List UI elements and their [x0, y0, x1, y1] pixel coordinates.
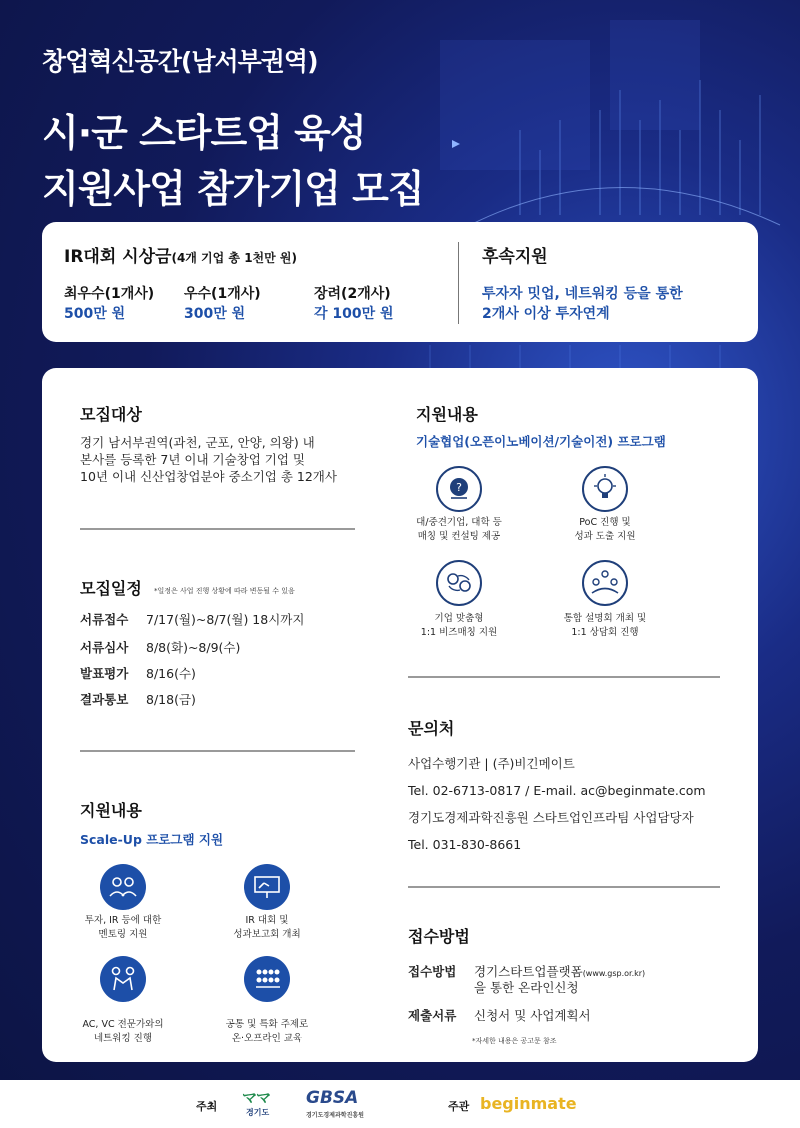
support-right-caption	[530, 516, 680, 544]
lightbulb-icon	[582, 466, 628, 512]
award-encouragement	[314, 284, 394, 324]
caption-line: 성과 도출 지원	[574, 531, 636, 542]
award-amount: 300만 원	[184, 306, 246, 322]
follow-up-heading: 후속지원	[482, 247, 548, 267]
schedule-row	[80, 664, 196, 682]
caption-line: IR 대회 및	[245, 915, 289, 926]
schedule-note: *일정은 사업 진행 상황에 따라 변동될 수 있음	[154, 587, 295, 595]
header-subtitle: 창업혁신공간(남서부권역)	[42, 47, 318, 76]
apply-docs-row	[408, 1006, 591, 1024]
scaleup-program-label: Scale-Up 프로그램 지원	[80, 832, 224, 847]
gbsa-logo: GBSA	[306, 1088, 359, 1108]
award-excellence	[184, 284, 261, 324]
support-left-caption	[48, 914, 198, 942]
schedule-row	[80, 690, 196, 708]
follow-up-text	[482, 284, 683, 324]
award-grand	[64, 284, 154, 324]
caption-line: 온·오프라인 교육	[231, 1033, 303, 1044]
caption-line: PoC 진행 및	[579, 517, 631, 528]
contact-line: 경기도경제과학진흥원 스타트업인프라팀 사업담당자	[408, 810, 694, 825]
divider	[80, 528, 355, 530]
prize-title: IR대회 시상금	[64, 247, 172, 267]
target-line: 10년 이내 신산업창업분야 중소기업 총 12개사	[80, 469, 337, 484]
apply-method-label: 접수방법	[408, 964, 457, 979]
divider	[408, 886, 720, 888]
platform-url-link[interactable]: (www.gsp.or.kr)	[582, 969, 646, 978]
schedule-value: 8/16(수)	[146, 666, 196, 681]
support-left-heading: 지원내용	[80, 801, 142, 820]
header-title-line2: 지원사업 참가기업 모집	[42, 167, 424, 211]
footer	[0, 1080, 800, 1128]
organizer-label: 주관	[448, 1100, 470, 1113]
matching-icon	[436, 560, 482, 606]
caption-line: 성과보고회 개최	[233, 929, 301, 940]
tech-program-label: 기술협업(오픈이노베이션/기술이전) 프로그램	[416, 434, 666, 449]
apply-heading: 접수방법	[408, 927, 470, 946]
caption-line: 1:1 비즈매칭 지원	[420, 627, 498, 638]
header-title-line1: 시·군 스타트업 육성	[42, 111, 366, 155]
caption-line: 투자, IR 등에 대한	[84, 915, 162, 926]
caption-line: 통합 설명회 개최 및	[563, 613, 647, 624]
contact-line: 사업수행기관 | (주)비긴메이트	[408, 756, 575, 771]
consulting-icon	[436, 466, 482, 512]
vertical-divider	[458, 242, 459, 324]
host-label: 주최	[196, 1100, 218, 1113]
support-left-caption	[192, 1018, 342, 1046]
gbsa-name: 경기도경제과학진흥원	[306, 1112, 364, 1119]
schedule-value: 7/17(월)~8/7(월) 18시까지	[146, 612, 305, 627]
main-card	[42, 368, 758, 1062]
schedule-label: 발표평가	[80, 666, 129, 681]
schedule-row	[80, 610, 304, 628]
apply-docs-value: 신청서 및 사업계획서	[474, 1008, 591, 1023]
schedule-row	[80, 638, 240, 656]
target-line: 경기 남서부권역(과천, 군포, 안양, 의왕) 내	[80, 435, 315, 450]
caption-line: 대/중견기업, 대학 등	[416, 517, 502, 528]
apply-method-row2: 을 통한 온라인신청	[474, 980, 579, 995]
schedule-label: 결과통보	[80, 692, 129, 707]
schedule-heading: 모집일정	[80, 579, 142, 598]
caption-line: 네트워킹 진행	[93, 1033, 153, 1044]
award-name: 장려(2개사)	[314, 286, 391, 302]
apply-note: *자세한 내용은 공고문 참조	[472, 1037, 557, 1045]
people-chat-icon	[100, 864, 146, 910]
prize-heading	[64, 242, 297, 267]
schedule-label: 서류접수	[80, 612, 129, 627]
contact-text	[408, 750, 706, 858]
svg-text:?: ?	[456, 481, 462, 494]
award-amount: 각 100만 원	[314, 306, 394, 322]
award-amount: 500만 원	[64, 306, 126, 322]
target-text	[80, 434, 337, 485]
prize-title-note: (4개 기업 총 1천만 원)	[171, 251, 297, 265]
beginmate-logo: beginmate	[480, 1094, 577, 1113]
award-name: 최우수(1개사)	[64, 286, 155, 302]
follow-up-line: 2개사 이상 투자연계	[482, 306, 610, 322]
caption-line: AC, VC 전문가와의	[82, 1019, 164, 1030]
target-heading: 모집대상	[80, 405, 142, 424]
handshake-icon	[100, 956, 146, 1002]
divider	[80, 750, 355, 752]
divider	[408, 676, 720, 678]
schedule-label: 서류심사	[80, 640, 129, 655]
caption-line: 기업 맞춤형	[434, 613, 484, 624]
support-left-caption	[192, 914, 342, 942]
schedule-value: 8/8(화)~8/9(수)	[146, 640, 241, 655]
meeting-icon	[582, 560, 628, 606]
caption-line: 1:1 상담회 진행	[571, 627, 639, 638]
contact-line: Tel. 031-830-8661	[408, 837, 522, 852]
support-left-caption	[48, 1018, 198, 1046]
schedule-value: 8/18(금)	[146, 692, 196, 707]
support-right-heading: 지원내용	[416, 405, 478, 424]
contact-heading: 문의처	[408, 719, 455, 738]
caption-line: 멘토링 지원	[98, 929, 148, 940]
contact-line[interactable]: Tel. 02-6713-0817 / E-mail. ac@beginmate.com	[408, 783, 706, 798]
support-right-caption	[384, 612, 534, 640]
caption-line: 매칭 및 컨설팅 제공	[417, 531, 501, 542]
prize-card	[42, 222, 758, 342]
gyeonggi-logo-name: 경기도	[246, 1108, 270, 1117]
presentation-icon	[244, 864, 290, 910]
support-right-caption	[530, 612, 680, 640]
audience-icon	[244, 956, 290, 1002]
gyeonggi-logo-mark: ママ	[242, 1089, 271, 1107]
award-name: 우수(1개사)	[184, 286, 261, 302]
support-right-caption	[384, 516, 534, 544]
target-line: 본사를 등록한 7년 이내 기술창업 기업 및	[80, 452, 305, 467]
follow-up-line: 투자자 밋업, 네트워킹 등을 통한	[482, 286, 683, 302]
apply-method-value: 경기스타트업플랫폼	[474, 964, 583, 979]
caption-line: 공통 및 특화 주제로	[225, 1019, 309, 1030]
apply-docs-label: 제출서류	[408, 1008, 457, 1023]
